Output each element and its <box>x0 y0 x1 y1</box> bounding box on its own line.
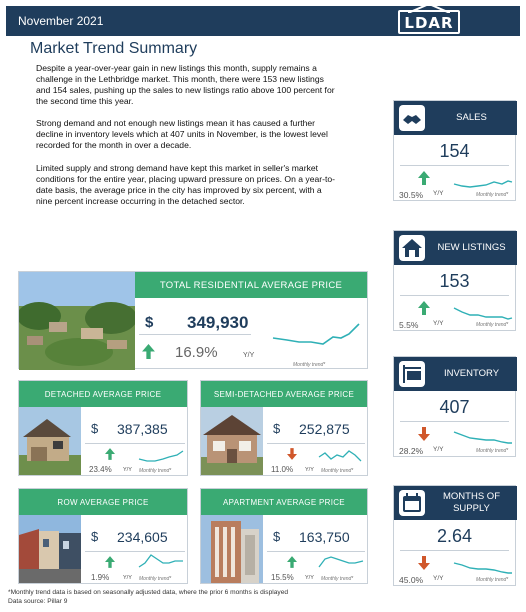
house-icon <box>399 235 425 261</box>
apartment-label: APARTMENT AVERAGE PRICE <box>201 489 367 515</box>
for-sale-sign-icon <box>399 361 425 387</box>
inventory-card <box>393 356 516 457</box>
monthly-trend-label: Monthly trend* <box>139 576 172 582</box>
yy-label: Y/Y <box>123 575 132 581</box>
neighbourhood-photo <box>19 272 135 370</box>
yy-label: Y/Y <box>305 575 314 581</box>
yy-label: Y/Y <box>433 320 444 327</box>
total-residential-amount: 349,930 <box>187 313 249 332</box>
roof-icon <box>408 3 450 13</box>
sales-value: 154 <box>439 141 470 161</box>
new-listings-card-header <box>394 231 517 265</box>
monthly-trend-label: Monthly trend* <box>476 192 509 198</box>
detached-house-photo <box>19 407 81 475</box>
divider <box>267 443 365 444</box>
yy-label: Y/Y <box>123 467 132 473</box>
total-residential-card <box>18 271 368 369</box>
divider <box>400 550 509 551</box>
currency-symbol: $ <box>145 314 154 331</box>
apartment-card <box>200 488 368 584</box>
inventory-value: 407 <box>439 397 470 417</box>
inventory-label: INVENTORY <box>443 368 500 379</box>
inventory-yy-change: 28.2% <box>399 446 424 456</box>
divider <box>400 295 509 296</box>
currency-symbol: $ <box>91 529 99 544</box>
new-listings-value: 153 <box>439 271 470 291</box>
handshake-icon <box>399 105 425 131</box>
total-residential-yy-change: 16.9% <box>175 344 218 361</box>
detached-trend-sparkline <box>137 445 185 467</box>
row-card <box>18 488 188 584</box>
summary-paragraph-3: Limited supply and strong demand have kept this market in seller's market conditions for the entire year, placing upward pressure on prices. On a year-to-date basis, the average price in the city has improved by six percent, with a nine percent increase occurring in the detached sector. <box>36 163 336 206</box>
currency-symbol: $ <box>91 421 99 436</box>
summary-paragraph-1: Despite a year-over-year gain in new listings this month, supply remains a challenge in the Lethbridge market. This month, there were 153 new listings and 154 sales, pushing up the sales to new listings ratio above 100 percent for the second time this year. <box>36 63 335 106</box>
detached-yy-change: 23.4% <box>89 465 112 474</box>
row-label: ROW AVERAGE PRICE <box>19 489 187 515</box>
currency-symbol: $ <box>273 421 281 436</box>
monthly-trend-label: Monthly trend* <box>321 576 354 582</box>
down-arrow-icon <box>418 427 430 441</box>
sales-label: SALES <box>456 112 487 123</box>
new-listings-yy-change: 5.5% <box>399 320 419 330</box>
ldar-logo <box>398 10 460 34</box>
semi-detached-amount: 252,875 <box>299 421 350 437</box>
apartment-yy-change: 15.5% <box>271 573 294 582</box>
up-arrow-icon <box>105 556 115 568</box>
up-arrow-icon <box>418 301 430 315</box>
apartment-trend-sparkline <box>317 551 365 573</box>
row-house-photo <box>19 515 81 583</box>
months-of-supply-card <box>393 485 516 586</box>
up-arrow-icon <box>418 171 430 185</box>
inventory-card-header <box>394 357 517 391</box>
detached-label: DETACHED AVERAGE PRICE <box>19 381 187 407</box>
apartment-amount: 163,750 <box>299 529 350 545</box>
sales-card <box>393 100 516 201</box>
sales-card-header <box>394 101 517 135</box>
calendar-icon <box>399 490 425 516</box>
report-month: November 2021 <box>18 14 104 28</box>
yy-label: Y/Y <box>433 446 444 453</box>
semi-detached-card <box>200 380 368 476</box>
monthly-trend-label: Monthly trend* <box>321 468 354 474</box>
divider <box>139 334 251 335</box>
yy-label: Y/Y <box>433 575 444 582</box>
months-of-supply-label: MONTHS OF SUPPLY <box>443 491 500 514</box>
header-bar <box>6 6 520 36</box>
monthly-trend-label: Monthly trend* <box>476 577 509 583</box>
semi-detached-label: SEMI-DETACHED AVERAGE PRICE <box>201 381 367 407</box>
page-title: Market Trend Summary <box>30 40 198 57</box>
months-of-supply-yy-change: 45.0% <box>399 575 424 585</box>
months-of-supply-card-header <box>394 486 517 520</box>
up-arrow-icon <box>287 556 297 568</box>
divider <box>85 443 185 444</box>
footnote: *Monthly trend data is based on seasonally adjusted data, where the prior 6 months is displayed <box>8 589 289 596</box>
total-residential-label: TOTAL RESIDENTIAL AVERAGE PRICE <box>135 272 367 298</box>
semi-detached-trend-sparkline <box>317 445 365 467</box>
divider <box>400 421 509 422</box>
data-source: Data source: Pillar 9 <box>8 598 68 605</box>
detached-card <box>18 380 188 476</box>
sales-yy-change: 30.5% <box>399 190 424 200</box>
total-residential-trend-sparkline <box>269 312 361 356</box>
down-arrow-icon <box>287 448 297 460</box>
up-arrow-icon <box>142 344 155 359</box>
semi-detached-house-photo <box>201 407 263 475</box>
currency-symbol: $ <box>273 529 281 544</box>
summary-paragraph-2: Strong demand and not enough new listings mean it has caused a further decline in inventory levels which at 407 units in November, is the lowest level recorded for the month in over a decade. <box>36 118 328 150</box>
row-amount: 234,605 <box>117 529 168 545</box>
yy-label: Y/Y <box>305 467 314 473</box>
row-yy-change: 1.9% <box>91 573 110 582</box>
months-of-supply-value: 2.64 <box>436 526 473 546</box>
row-trend-sparkline <box>137 551 185 573</box>
logo-text: LDAR <box>404 14 454 32</box>
monthly-trend-label: Monthly trend* <box>476 322 509 328</box>
divider <box>400 165 509 166</box>
monthly-trend-label: Monthly trend* <box>476 448 509 454</box>
monthly-trend-label: Monthly trend* <box>293 362 326 368</box>
apartment-building-photo <box>201 515 263 583</box>
new-listings-card <box>393 230 516 331</box>
semi-detached-yy-change: 11.0% <box>271 465 294 474</box>
new-listings-label: NEW LISTINGS <box>437 242 506 253</box>
monthly-trend-label: Monthly trend* <box>139 468 172 474</box>
yy-label: Y/Y <box>243 352 255 359</box>
yy-label: Y/Y <box>433 190 444 197</box>
detached-amount: 387,385 <box>117 421 168 437</box>
down-arrow-icon <box>418 556 430 570</box>
up-arrow-icon <box>105 448 115 460</box>
